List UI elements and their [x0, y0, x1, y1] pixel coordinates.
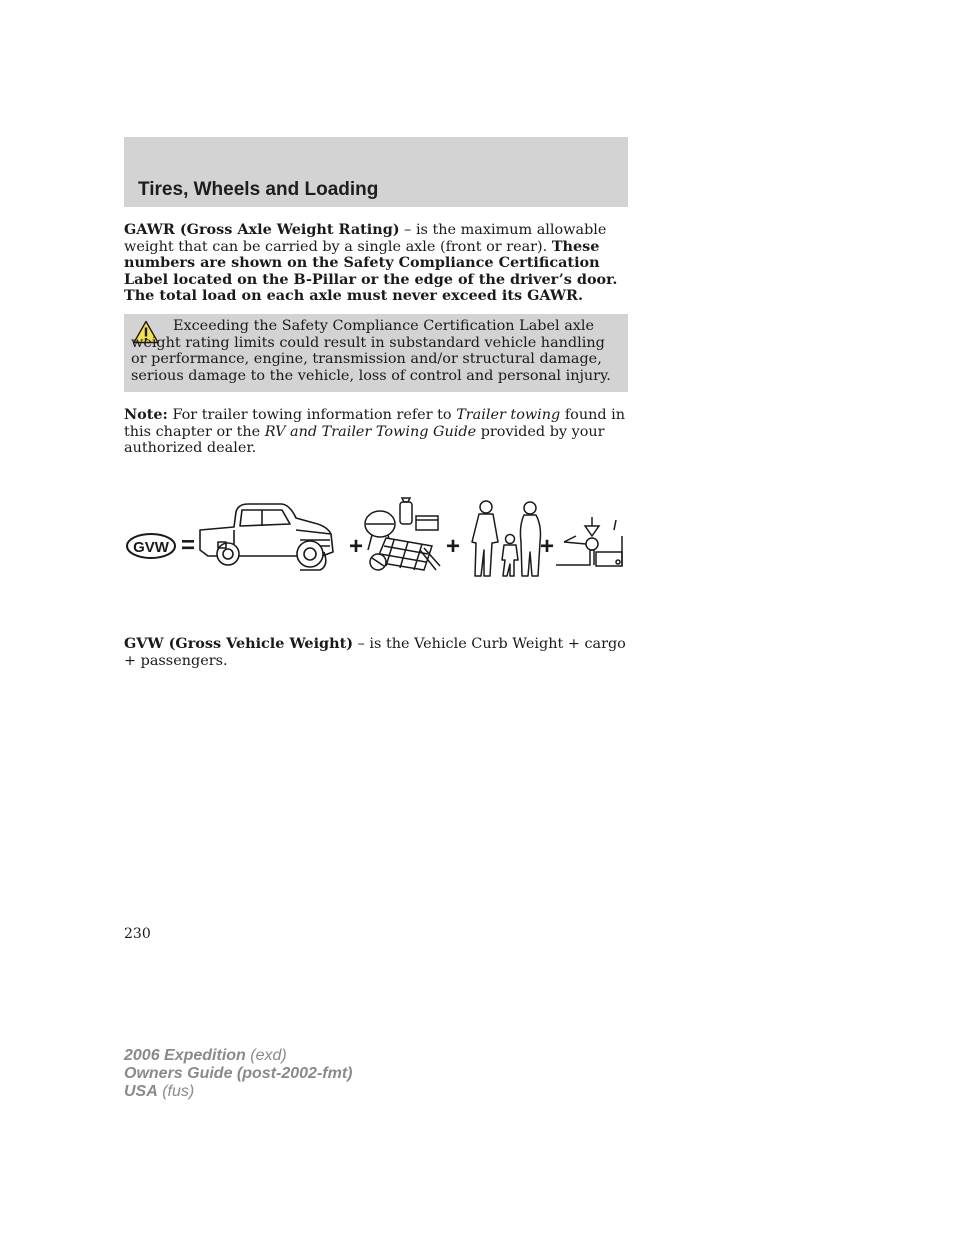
gvw-paragraph — [124, 636, 628, 669]
note-label: Note: — [124, 406, 168, 423]
footer-guide: Owners Guide (post-2002-fmt) — [124, 1065, 353, 1082]
plus-sign: + — [445, 533, 461, 560]
plus-sign: + — [348, 533, 364, 560]
gawr-emphasis: These numbers are shown on the Safety Compliance Certification Label located on the B-Pillar or the edge of the driver’s door. The total load on each axle must never exceed its GAWR. — [124, 237, 618, 305]
gvw-illustration — [124, 490, 628, 585]
chapter-header — [124, 137, 628, 207]
document-footer — [124, 1047, 352, 1101]
note-paragraph — [124, 407, 628, 457]
footer-market: USA — [124, 1083, 158, 1100]
gawr-definition: – is the maximum allowable weight that can be carried by a single axle (front or rear). — [124, 222, 607, 255]
trailer-hitch-icon — [556, 517, 622, 566]
trailer-towing-reference: Trailer towing — [456, 407, 561, 423]
warning-text: Exceeding the Safety Compliance Certification Label axle weight rating limits could result in substandard vehicle handling or performance, engine, transmission and/or structural damage, serious damage to the vehicle, loss of control and personal injury. — [131, 318, 611, 384]
passengers-icon — [472, 501, 541, 576]
note-text: found in this chapter or the — [124, 407, 626, 440]
chapter-title: Tires, Wheels and Loading — [138, 179, 379, 200]
gvw-badge-label: GVW — [133, 539, 169, 556]
footer-market-code: (fus) — [157, 1083, 195, 1100]
note-text: For trailer towing information refer to — [167, 407, 457, 423]
gvw-badge — [127, 534, 175, 558]
footer-model: 2006 Expedition — [124, 1047, 246, 1064]
gawr-paragraph — [124, 222, 628, 305]
plus-sign: + — [539, 533, 555, 560]
gvw-term: GVW (Gross Vehicle Weight) — [124, 635, 354, 652]
footer-model-code: (exd) — [245, 1047, 287, 1064]
cargo-icon — [365, 498, 440, 570]
note-text: provided by your authorized dealer. — [124, 423, 605, 457]
gvw-definition: – is the Vehicle Curb Weight + cargo + passengers. — [124, 636, 626, 669]
rv-guide-reference: RV and Trailer Towing Guide — [264, 423, 477, 440]
page-number: 230 — [124, 926, 151, 942]
truck-icon — [200, 504, 333, 570]
equals-sign: = — [180, 532, 196, 559]
warning-box — [124, 314, 628, 392]
gawr-term: GAWR (Gross Axle Weight Rating) — [124, 221, 400, 238]
